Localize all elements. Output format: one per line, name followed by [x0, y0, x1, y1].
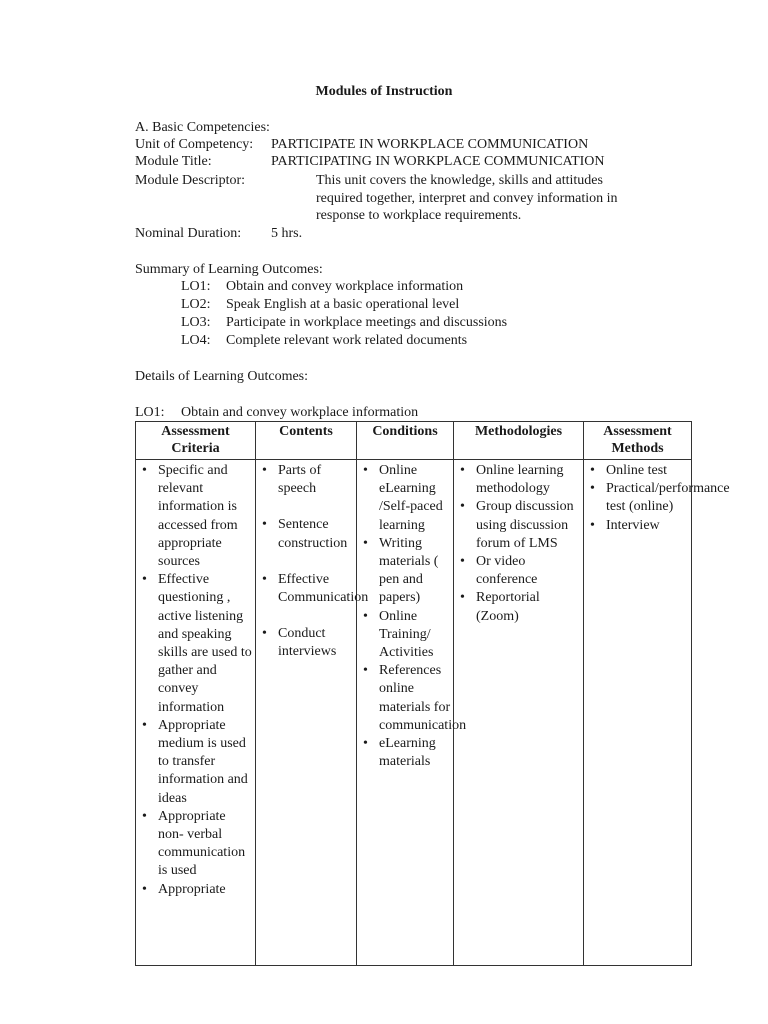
methodologies-cell	[454, 460, 584, 966]
list-item: • Reportorial (Zoom)	[454, 589, 581, 625]
list-item: • Appropriate	[136, 881, 253, 899]
details-heading: Details of Learning Outcomes:	[135, 369, 309, 384]
list-item: • Online eLearning /Self-paced learning	[357, 462, 451, 535]
outcome-text: Complete relevant work related documents	[226, 333, 468, 348]
module-title-value: PARTICIPATING IN WORKPLACE COMMUNICATION	[271, 154, 605, 169]
list-item: • Parts of speech	[256, 462, 354, 498]
lo1-title: Obtain and convey workplace information	[181, 405, 419, 420]
outcome-text: Obtain and convey workplace information	[226, 279, 464, 294]
nominal-duration-label: Nominal Duration:	[135, 226, 242, 241]
header-line: Assessment	[603, 424, 672, 439]
unit-of-competency-value: PARTICIPATE IN WORKPLACE COMMUNICATION	[271, 137, 589, 152]
header-contents	[256, 422, 357, 460]
table-row	[136, 460, 692, 966]
list-item: • Practical/performance test (online)	[584, 480, 689, 516]
list-item: • Online learning methodology	[454, 462, 581, 498]
header-assessment-criteria	[136, 422, 256, 460]
document-title: Modules of Instruction	[315, 84, 453, 99]
module-descriptor-label: Module Descriptor:	[135, 173, 246, 188]
nominal-duration-value: 5 hrs.	[271, 226, 303, 241]
lo1-code: LO1:	[135, 405, 165, 420]
outcome-text: Speak English at a basic operational level	[226, 297, 460, 312]
conditions-cell	[357, 460, 467, 966]
header-line: Assessment	[161, 424, 230, 439]
list-item: • Group discussion using discussion forum of LMS	[454, 498, 581, 553]
header-assessment-methods	[584, 422, 692, 460]
module-descriptor-line: required together, interpret and convey information in	[316, 191, 618, 206]
basic-competencies-heading: A. Basic Competencies:	[135, 120, 270, 135]
header-line: Conditions	[372, 424, 438, 439]
outcome-code: LO1:	[181, 279, 211, 294]
list-item: • Effective Communication	[256, 571, 354, 607]
list-item: • References online materials for communication	[357, 662, 451, 735]
list-item: • Appropriate medium is used to transfer information and ideas	[136, 717, 253, 808]
list-item: • Effective questioning , active listening and speaking skills are used to gather and convey information	[136, 571, 253, 717]
list-item: • Writing materials ( pen and papers)	[357, 535, 451, 608]
header-conditions	[357, 422, 454, 460]
outcome-code: LO2:	[181, 297, 211, 312]
module-descriptor-line: This unit covers the knowledge, skills and attitudes	[316, 173, 603, 188]
outcome-text: Participate in workplace meetings and discussions	[226, 315, 508, 330]
list-item: • Sentence construction	[256, 516, 354, 552]
unit-of-competency-label: Unit of Competency:	[135, 137, 254, 152]
header-line: Contents	[279, 424, 333, 439]
list-item: • Online test	[584, 462, 689, 480]
header-line: Criteria	[171, 441, 220, 456]
summary-heading: Summary of Learning Outcomes:	[135, 262, 323, 277]
list-item: • Appropriate non- verbal communication is used	[136, 808, 253, 881]
learning-outcome-table	[135, 421, 730, 966]
contents-cell	[256, 460, 369, 966]
table-header-row	[136, 422, 692, 460]
list-item: • Or video conference	[454, 553, 581, 589]
outcome-code: LO4:	[181, 333, 211, 348]
list-item: • Online Training/ Activities	[357, 608, 451, 663]
criteria-cell	[136, 460, 256, 966]
list-item: • Conduct interviews	[256, 625, 354, 661]
header-methodologies	[454, 422, 584, 460]
header-line: Methodologies	[474, 424, 563, 439]
module-title-label: Module Title:	[135, 154, 212, 169]
list-item: • Interview	[584, 517, 689, 535]
list-item: • eLearning materials	[357, 735, 451, 771]
list-item: • Specific and relevant information is accessed from appropriate sources	[136, 462, 253, 571]
header-line: Methods	[611, 441, 664, 456]
outcome-code: LO3:	[181, 315, 211, 330]
module-descriptor-line: response to workplace requirements.	[316, 208, 522, 223]
methods-cell	[584, 460, 730, 966]
